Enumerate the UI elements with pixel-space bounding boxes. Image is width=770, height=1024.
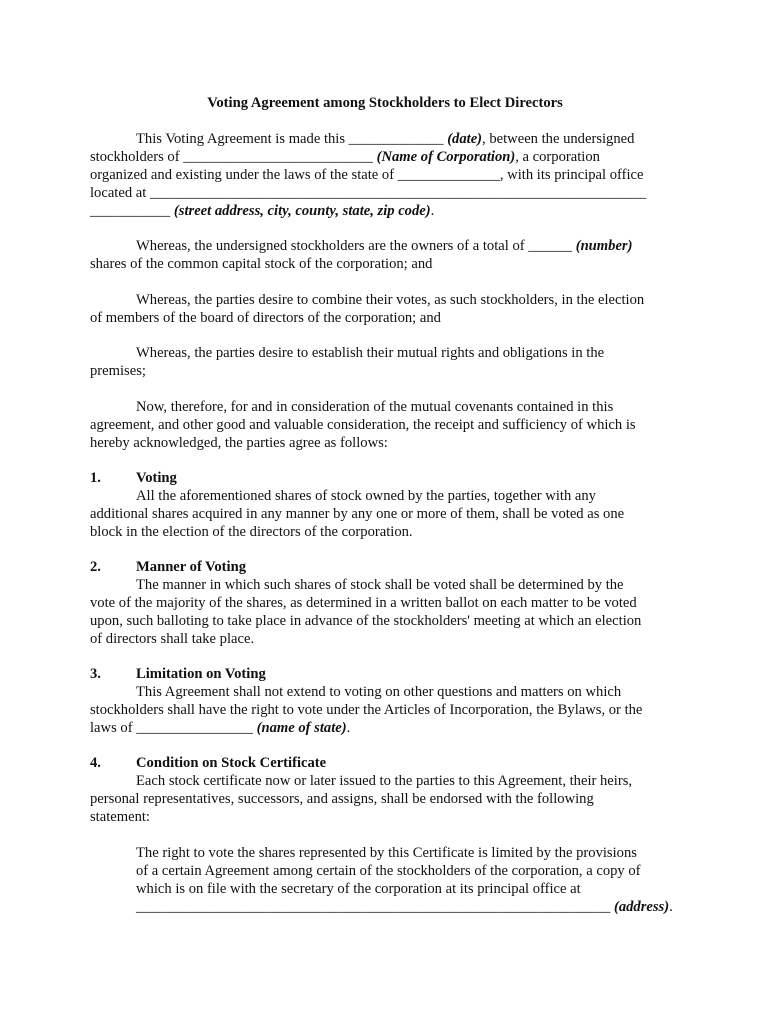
section-number: 3.	[90, 666, 101, 682]
text-line: Now, therefore, for and in consideration of the mutual covenants contained in this	[136, 399, 614, 415]
section-title: Limitation on Voting	[136, 666, 266, 682]
date-placeholder: (date)	[447, 131, 483, 147]
section-title: Condition on Stock Certificate	[136, 755, 327, 771]
section-2-body	[90, 576, 690, 648]
address-placeholder: (street address, city, county, state, zip code)	[173, 203, 431, 219]
text-run: .	[430, 203, 435, 219]
text-line: upon, such balloting to take place in advance of the stockholders' meeting at which an election	[90, 613, 642, 629]
text-run: laws of ________________	[90, 720, 257, 736]
text-line	[90, 237, 690, 255]
text-line: which is on file with the secretary of the corporation at its principal office at	[136, 881, 581, 897]
text-line: All the aforementioned shares of stock owned by the parties, together with any	[136, 488, 596, 504]
whereas-paragraph-1	[90, 237, 690, 273]
text-line: of members of the board of directors of the corporation; and	[90, 310, 441, 326]
intro-paragraph	[90, 130, 690, 220]
whereas-paragraph-3	[90, 344, 690, 380]
section-number: 1.	[90, 470, 101, 486]
text-line: of a certain Agreement among certain of the stockholders of the corporation, a copy of	[136, 863, 641, 879]
text-line: of directors shall take place.	[90, 631, 255, 647]
text-line: personal representatives, successors, and assigns, shall be endorsed with the following	[90, 791, 594, 807]
text-line: statement:	[90, 809, 150, 825]
text-line	[90, 148, 690, 166]
text-line: hereby acknowledged, the parties agree as follows:	[90, 435, 388, 451]
state-name-placeholder: (name of state)	[256, 720, 347, 736]
section-2-heading	[90, 558, 246, 576]
document-title: Voting Agreement among Stockholders to Elect Directors	[207, 95, 563, 111]
section-1-heading	[90, 469, 177, 487]
text-line: premises;	[90, 363, 146, 379]
text-line	[136, 898, 696, 916]
text-run: Whereas, the undersigned stockholders are the owners of a total of ______	[136, 238, 576, 254]
certificate-statement-block	[136, 844, 696, 916]
text-line	[90, 202, 690, 220]
section-title: Voting	[136, 470, 177, 486]
text-run: _________________________________________________________________	[136, 899, 614, 915]
text-run: ___________	[90, 203, 174, 219]
text-line	[90, 719, 690, 737]
text-line: Whereas, the parties desire to combine their votes, as such stockholders, in the election	[136, 292, 645, 308]
section-3-heading	[90, 665, 266, 683]
number-placeholder: (number)	[575, 238, 633, 254]
section-number: 4.	[90, 755, 101, 771]
section-title: Manner of Voting	[136, 559, 247, 575]
text-line: This Agreement shall not extend to voting on other questions and matters on which	[136, 684, 622, 700]
text-line: located at ____________________________________________________________________	[90, 185, 647, 201]
text-run: , between the undersigned	[482, 131, 635, 147]
now-therefore-paragraph	[90, 398, 690, 452]
text-line: stockholders shall have the right to vote under the Articles of Incorporation, the Bylaws, or the	[90, 702, 643, 718]
address-placeholder: (address)	[613, 899, 670, 915]
text-line: block in the election of the directors of the corporation.	[90, 524, 413, 540]
text-line: additional shares acquired in any manner by any one or more of them, shall be voted as one	[90, 506, 625, 522]
section-1-body	[90, 487, 690, 541]
text-line: Each stock certificate now or later issued to the parties to this Agreement, their heirs,	[136, 773, 633, 789]
text-run: This Voting Agreement is made this _____________	[136, 131, 448, 147]
text-line	[90, 130, 690, 148]
corporation-name-placeholder: (Name of Corporation)	[376, 149, 516, 165]
whereas-paragraph-2	[90, 291, 690, 327]
text-run: , a corporation	[515, 149, 600, 165]
text-line: The manner in which such shares of stock shall be voted shall be determined by the	[136, 577, 624, 593]
text-line: The right to vote the shares represented by this Certificate is limited by the provisions	[136, 845, 637, 861]
text-line: vote of the majority of the shares, as determined in a written ballot on each matter to be voted	[90, 595, 637, 611]
text-line: agreement, and other good and valuable consideration, the receipt and sufficiency of which is	[90, 417, 636, 433]
text-line: Whereas, the parties desire to establish their mutual rights and obligations in the	[136, 345, 605, 361]
section-4-body	[90, 772, 690, 826]
text-line: shares of the common capital stock of the corporation; and	[90, 256, 433, 272]
text-run: .	[346, 720, 351, 736]
text-run: .	[669, 899, 673, 915]
section-number: 2.	[90, 559, 101, 575]
section-3-body	[90, 683, 690, 737]
text-line: organized and existing under the laws of the state of ______________, with its principal office	[90, 167, 644, 183]
text-run: stockholders of __________________________	[90, 149, 377, 165]
section-4-heading	[90, 754, 326, 772]
